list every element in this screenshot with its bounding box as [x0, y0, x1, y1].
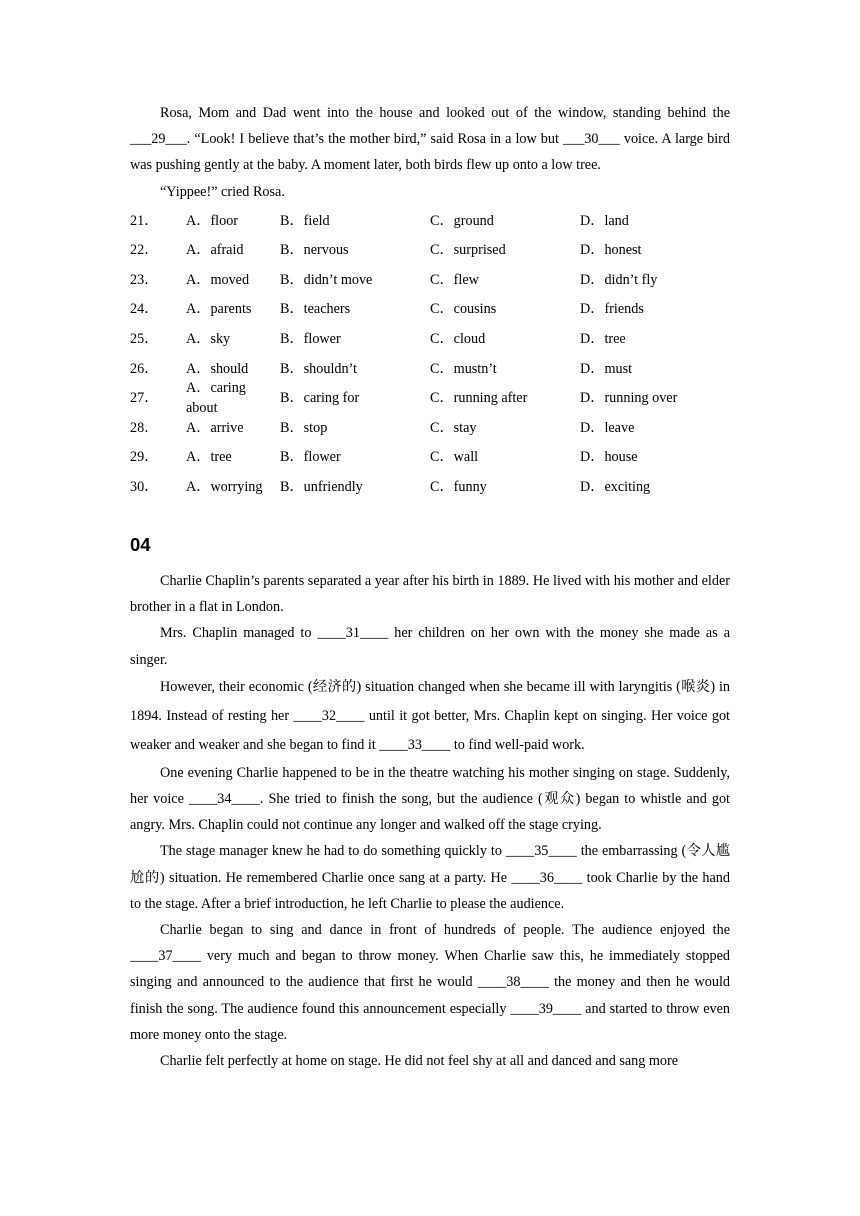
- option-d: [580, 447, 730, 467]
- option-letter: D．: [580, 478, 605, 495]
- option-letter: D．: [580, 390, 605, 407]
- option-letter: B．: [280, 419, 304, 436]
- option-c: [430, 240, 580, 260]
- section-title: 04: [130, 534, 151, 555]
- option-a: [186, 359, 280, 379]
- question-number: 22．: [130, 242, 159, 259]
- option-b: [280, 329, 430, 349]
- option-letter: B．: [280, 271, 304, 288]
- option-text: nervous: [303, 242, 349, 259]
- option-d: [580, 270, 730, 290]
- option-a: [186, 329, 280, 349]
- option-text: honest: [604, 242, 642, 259]
- option-a: [186, 299, 280, 319]
- option-text: cloud: [453, 330, 486, 347]
- option-text: funny: [453, 478, 487, 495]
- option-c: [430, 299, 580, 319]
- option-letter: C．: [430, 360, 454, 377]
- option-text: caring about: [186, 380, 246, 417]
- option-text: field: [303, 212, 330, 229]
- option-text: surprised: [453, 242, 506, 259]
- question-row: [130, 380, 730, 417]
- option-letter: C．: [430, 271, 454, 288]
- option-text: stay: [453, 419, 477, 436]
- option-text: arrive: [210, 419, 244, 436]
- option-letter: C．: [430, 390, 454, 407]
- option-text: land: [604, 212, 629, 229]
- option-a: [186, 378, 280, 418]
- option-letter: A．: [186, 449, 211, 466]
- option-c: [430, 477, 580, 497]
- option-b: [280, 270, 430, 290]
- option-letter: B．: [280, 478, 304, 495]
- passage-paragraph: One evening Charlie happened to be in the theatre watching his mother singing on stage. Suddenly, her voice ____34____. She tried to finish the song, but the audience (观众) began to whistle and got angry. Mrs. Chaplin could not continue any longer and walked off the stage crying.: [130, 764, 730, 834]
- option-text: flower: [303, 449, 341, 466]
- question-number: 28．: [130, 419, 159, 436]
- option-text: didn’t move: [303, 271, 373, 288]
- option-letter: D．: [580, 360, 605, 377]
- option-letter: A．: [186, 330, 211, 347]
- option-text: moved: [210, 271, 250, 288]
- option-a: [186, 477, 280, 497]
- option-letter: C．: [430, 478, 454, 495]
- option-text: running over: [604, 390, 678, 407]
- option-b: [280, 418, 430, 438]
- option-a: [186, 270, 280, 290]
- option-letter: C．: [430, 242, 454, 259]
- option-letter: D．: [580, 301, 605, 318]
- option-letter: B．: [280, 242, 304, 259]
- passage-paragraph: However, their economic (经济的) situation changed when she became ill with laryngitis (喉炎) in 1894. Instead of resting her ____32____ until it got better, Mrs. Chaplin kept on singing. Her voice got weaker and weaker and she began to find it ____33____ to find well-paid work.: [130, 678, 730, 753]
- passage-04: [130, 568, 730, 1074]
- passage-paragraph: Charlie Chaplin’s parents separated a year after his birth in 1889. He lived with his mother and elder brother in a flat in London.: [130, 573, 730, 616]
- option-c: [430, 388, 580, 408]
- option-text: flew: [453, 271, 479, 288]
- option-b: [280, 299, 430, 319]
- option-letter: B．: [280, 330, 304, 347]
- passage-paragraph: Mrs. Chaplin managed to ____31____ her children on her own with the money she made as a singer.: [130, 625, 730, 668]
- option-b: [280, 359, 430, 379]
- option-d: [580, 299, 730, 319]
- question-number: 21．: [130, 212, 159, 229]
- passage-paragraph: The stage manager knew he had to do something quickly to ____35____ the embarrassing (令人尴尬的) situation. He remembered Charlie once sang at a party. He ____36____ took Charlie by the hand to the stage. After a brief introduction, he left Charlie to please the audience.: [130, 843, 730, 912]
- option-letter: D．: [580, 419, 605, 436]
- option-letter: D．: [580, 271, 605, 288]
- options-list: [130, 206, 730, 502]
- option-letter: A．: [186, 478, 211, 495]
- option-d: [580, 418, 730, 438]
- option-b: [280, 240, 430, 260]
- option-letter: A．: [186, 212, 211, 229]
- option-letter: A．: [186, 419, 211, 436]
- option-text: cousins: [453, 301, 497, 318]
- option-d: [580, 211, 730, 231]
- option-text: leave: [604, 419, 635, 436]
- option-d: [580, 388, 730, 408]
- option-b: [280, 388, 430, 408]
- option-a: [186, 240, 280, 260]
- option-c: [430, 270, 580, 290]
- option-text: friends: [604, 301, 644, 318]
- option-letter: D．: [580, 449, 605, 466]
- question-number: 24．: [130, 301, 159, 318]
- option-letter: C．: [430, 419, 454, 436]
- option-letter: C．: [430, 330, 454, 347]
- option-text: must: [604, 360, 633, 377]
- option-letter: D．: [580, 242, 605, 259]
- option-text: ground: [453, 212, 494, 229]
- option-letter: B．: [280, 390, 304, 407]
- option-b: [280, 211, 430, 231]
- option-d: [580, 359, 730, 379]
- question-number: 23．: [130, 271, 159, 288]
- question-row: [130, 265, 730, 295]
- option-letter: A．: [186, 242, 211, 259]
- option-text: tree: [604, 330, 626, 347]
- option-text: stop: [303, 419, 328, 436]
- question-number: 25．: [130, 330, 159, 347]
- option-text: didn’t fly: [604, 271, 658, 288]
- option-letter: B．: [280, 360, 304, 377]
- option-b: [280, 477, 430, 497]
- option-text: running after: [453, 390, 528, 407]
- question-number: 27．: [130, 390, 159, 407]
- question-row: [130, 324, 730, 354]
- option-letter: C．: [430, 301, 454, 318]
- option-text: worrying: [210, 478, 263, 495]
- option-letter: C．: [430, 449, 454, 466]
- option-a: [186, 211, 280, 231]
- option-c: [430, 447, 580, 467]
- option-letter: A．: [186, 360, 211, 377]
- option-b: [280, 447, 430, 467]
- option-text: floor: [210, 212, 239, 229]
- question-number: 26．: [130, 360, 159, 377]
- option-text: sky: [210, 330, 231, 347]
- option-d: [580, 329, 730, 349]
- question-number: 29．: [130, 449, 159, 466]
- option-letter: D．: [580, 212, 605, 229]
- option-text: mustn’t: [453, 360, 497, 377]
- option-text: unfriendly: [303, 478, 363, 495]
- passage-paragraph: Charlie felt perfectly at home on stage. He did not feel shy at all and danced and sang more: [160, 1053, 679, 1070]
- question-row: [130, 443, 730, 473]
- option-letter: B．: [280, 301, 304, 318]
- page: [130, 100, 730, 1070]
- option-text: shouldn’t: [303, 360, 357, 377]
- option-c: [430, 359, 580, 379]
- passage-paragraph: Rosa, Mom and Dad went into the house and looked out of the window, standing behind the ___29___. “Look! I believe that’s the mother bird,” said Rosa in a low but ___30___ voice. A large bird was pushing gently at the baby. A moment later, both birds flew up onto a low tree.: [130, 105, 730, 174]
- option-text: tree: [210, 449, 232, 466]
- option-text: wall: [453, 449, 479, 466]
- option-c: [430, 211, 580, 231]
- option-a: [186, 418, 280, 438]
- option-letter: A．: [186, 301, 211, 318]
- option-c: [430, 329, 580, 349]
- option-c: [430, 418, 580, 438]
- option-text: exciting: [604, 478, 651, 495]
- option-letter: B．: [280, 449, 304, 466]
- option-text: should: [210, 360, 249, 377]
- passage-paragraph: Charlie began to sing and dance in front of hundreds of people. The audience enjoyed the ____37____ very much and began to throw money. When Charlie saw this, he immediately stopped singing and announced to the audience that first he would ____38____ the money and then he would finish the song. The audience found this announcement especially ____39____ and started to throw even more money onto the stage.: [130, 922, 730, 1043]
- question-row: [130, 472, 730, 502]
- question-row: [130, 235, 730, 265]
- option-letter: A．: [186, 271, 211, 288]
- passage-paragraph: “Yippee!” cried Rosa.: [160, 183, 285, 200]
- option-letter: B．: [280, 212, 304, 229]
- option-text: afraid: [210, 242, 244, 259]
- question-number: 30．: [130, 478, 159, 495]
- question-row: [130, 413, 730, 443]
- question-row: [130, 295, 730, 325]
- option-letter: D．: [580, 330, 605, 347]
- option-text: parents: [210, 301, 252, 318]
- option-letter: A．: [186, 380, 211, 397]
- option-letter: C．: [430, 212, 454, 229]
- option-text: house: [604, 449, 638, 466]
- option-d: [580, 240, 730, 260]
- question-row: [130, 206, 730, 236]
- option-text: flower: [303, 330, 341, 347]
- option-d: [580, 477, 730, 497]
- option-a: [186, 447, 280, 467]
- option-text: caring for: [303, 390, 360, 407]
- option-text: teachers: [303, 301, 351, 318]
